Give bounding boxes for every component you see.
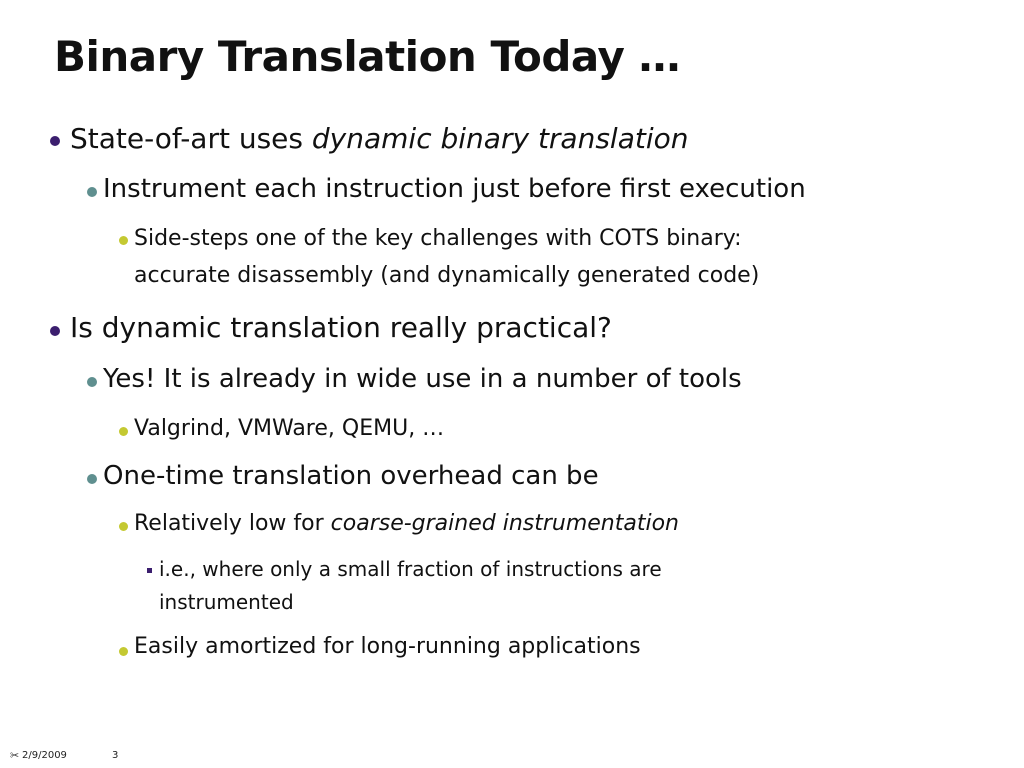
bullet-yes-wide-use: Yes! It is already in wide use in a number of tools	[103, 364, 742, 394]
bullet-level1-icon	[50, 326, 60, 336]
bullet-level3-icon	[119, 522, 128, 531]
scissors-icon: ✂	[10, 749, 20, 762]
bullet-italic-text: coarse-grained instrumentation	[330, 511, 680, 536]
bullet-level2-icon	[87, 187, 97, 197]
bullet-level3-icon	[119, 236, 128, 245]
bullet-state-of-art	[70, 122, 689, 155]
bullet-relatively-low	[134, 511, 679, 536]
bullet-side-steps-continuation: accurate disassembly (and dynamically generated code)	[134, 263, 760, 288]
bullet-side-steps: Side-steps one of the key challenges with COTS binary:	[134, 226, 742, 251]
bullet-level2-icon	[87, 377, 97, 387]
bullet-easily-amortized: Easily amortized for long-running applications	[134, 634, 641, 659]
bullet-level4-icon	[147, 568, 152, 573]
bullet-instrument-each: Instrument each instruction just before first execution	[103, 174, 806, 204]
bullet-ie-small-fraction: i.e., where only a small fraction of instructions are	[159, 557, 662, 581]
bullet-level3-icon	[119, 427, 128, 436]
bullet-text: State-of-art uses	[70, 122, 312, 155]
bullet-tools-list: Valgrind, VMWare, QEMU, …	[134, 416, 445, 441]
bullet-text: Relatively low for	[134, 511, 331, 536]
bullet-one-time-overhead: One-time translation overhead can be	[103, 461, 599, 491]
bullet-level3-icon	[119, 647, 128, 656]
slide-title: Binary Translation Today …	[54, 32, 680, 81]
bullet-ie-continuation: instrumented	[159, 590, 294, 614]
bullet-level2-icon	[87, 474, 97, 484]
footer-date: 2/9/2009	[22, 750, 67, 761]
bullet-is-dynamic-practical: Is dynamic translation really practical?	[70, 311, 612, 344]
bullet-italic-text: dynamic binary translation	[311, 122, 689, 155]
footer-page-number: 3	[112, 750, 119, 761]
bullet-level1-icon	[50, 136, 60, 146]
